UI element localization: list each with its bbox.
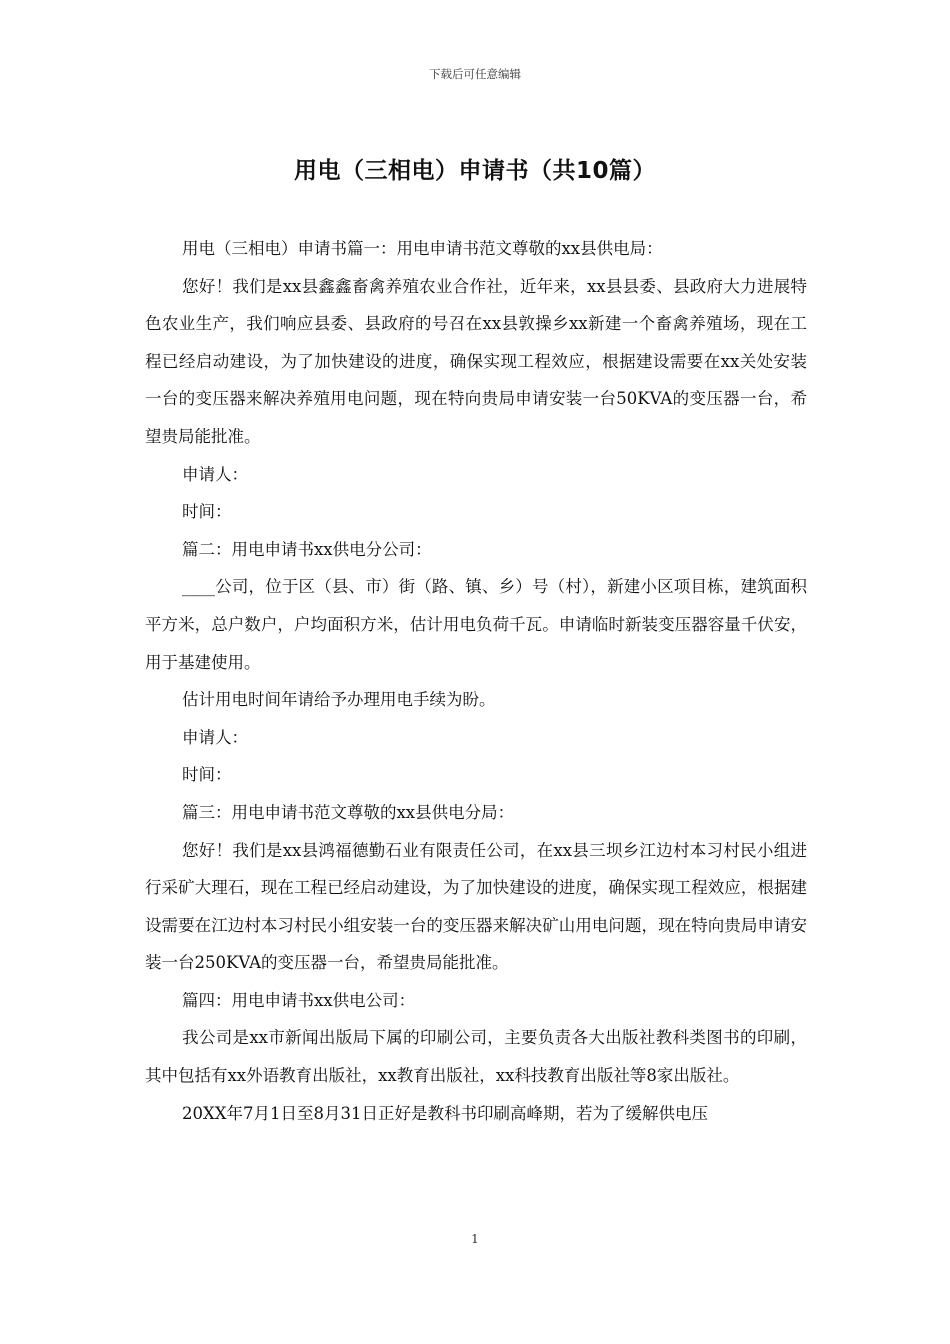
document-body [145, 230, 807, 1132]
paragraph: 篇四：用电申请书xx供电公司： [182, 990, 416, 1010]
paragraph: 篇三：用电申请书范文尊敬的xx县供电分局： [182, 802, 515, 822]
header-note: 下载后可任意编辑 [429, 67, 521, 81]
paragraph: 估计用电时间年请给予办理用电手续为盼。 [182, 690, 496, 710]
document-title: 用电（三相电）申请书（共10篇） [293, 158, 656, 184]
paragraph: 申请人： [182, 727, 248, 747]
paragraph: 我公司是xx市新闻出版局下属的印刷公司，主要负责各大出版社教科类图书的印刷，其中包括有xx外语教育出版社，xx教育出版社，xx科技教育出版社等8家出版社。 [145, 1028, 807, 1086]
paragraph: 您好！我们是xx县鸿福德勤石业有限责任公司，在xx县三坝乡江边村本习村民小组进行采矿大理石，现在工程已经启动建设，为了加快建设的进度，确保实现工程效应，根据建设需要在江边村本习村民小组安装一台的变压器来解决矿山用电问题，现在特向贵局申请安装一台250KVA的变压器一台，希望贵局能批准。 [145, 840, 807, 973]
paragraph: 时间： [182, 765, 232, 785]
paragraph: 申请人： [182, 464, 248, 484]
paragraph: 20XX年7月1日至8月31日正好是教科书印刷高峰期，若为了缓解供电压 [182, 1103, 708, 1123]
paragraph: 篇二：用电申请书xx供电分公司： [182, 539, 432, 559]
page-number: 1 [471, 1232, 479, 1246]
paragraph: ____公司，位于区（县、市）街（路、镇、乡）号（村），新建小区项目栋，建筑面积平方米，总户数户，户均面积方米，估计用电负荷千瓦。申请临时新装变压器容量千伏安，用于基建使用。 [145, 577, 807, 672]
paragraph: 时间： [182, 502, 232, 522]
paragraph: 您好！我们是xx县鑫鑫畜禽养殖农业合作社，近年来，xx县县委、县政府大力进展特色农业生产，我们响应县委、县政府的号召在xx县敦操乡xx新建一个畜禽养殖场，现在工程已经启动建设，为了加快建设的进度，确保实现工程效应，根据建设需要在xx关处安装一台的变压器来解决养殖用电问题，现在特向贵局申请安装一台50KVA的变压器一台，希望贵局能批准。 [145, 276, 807, 446]
paragraph: 用电（三相电）申请书篇一：用电申请书范文尊敬的xx县供电局： [182, 239, 663, 258]
